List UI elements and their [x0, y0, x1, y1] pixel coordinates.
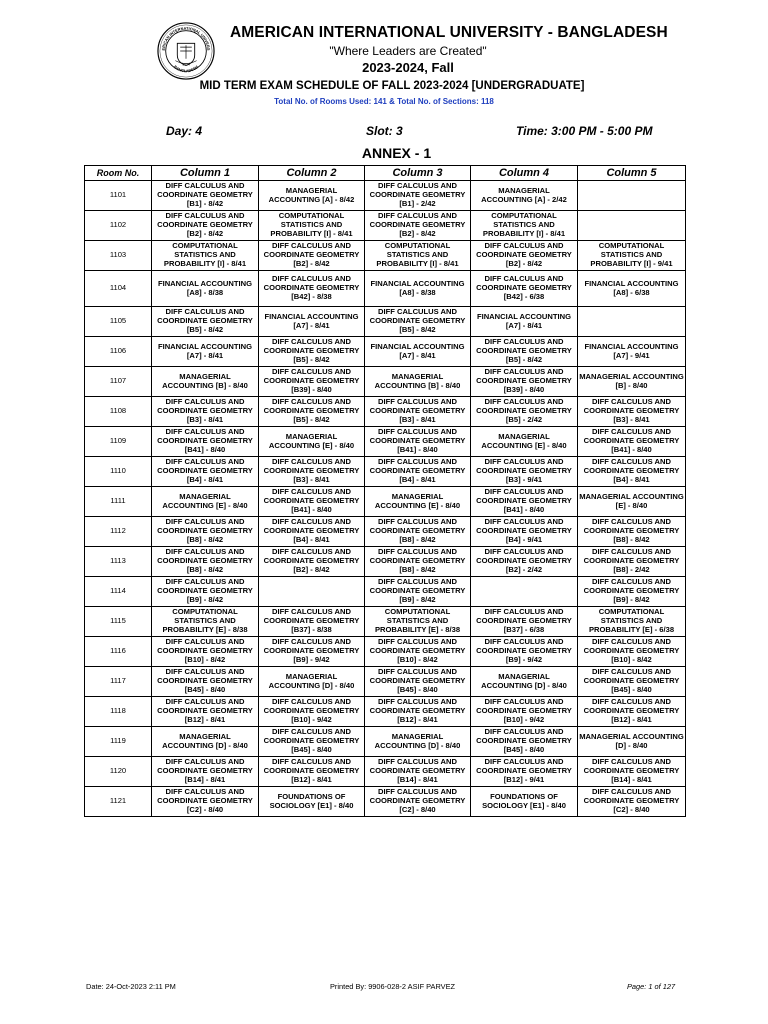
exam-cell: DIFF CALCULUS AND COORDINATE GEOMETRY [B4] - 8/41 [365, 457, 471, 487]
table-row [85, 457, 686, 487]
table-row [85, 547, 686, 577]
exam-cell: MANAGERIAL ACCOUNTING [D] - 8/40 [471, 667, 578, 697]
room-number-cell: 1111 [85, 487, 152, 517]
exam-cell: DIFF CALCULUS AND COORDINATE GEOMETRY [B12] - 8/41 [259, 757, 365, 787]
exam-cell: DIFF CALCULUS AND COORDINATE GEOMETRY [B10] - 9/42 [471, 697, 578, 727]
exam-cell: DIFF CALCULUS AND COORDINATE GEOMETRY [B45] - 8/40 [578, 667, 686, 697]
exam-cell: MANAGERIAL ACCOUNTING [E] - 8/40 [471, 427, 578, 457]
table-row [85, 607, 686, 637]
column-header: Column 1 [152, 166, 259, 181]
exam-cell: DIFF CALCULUS AND COORDINATE GEOMETRY [B41] - 8/40 [471, 487, 578, 517]
exam-cell: DIFF CALCULUS AND COORDINATE GEOMETRY [C2] - 8/40 [578, 787, 686, 817]
exam-cell: FINANCIAL ACCOUNTING [A8] - 6/38 [578, 271, 686, 307]
exam-cell: DIFF CALCULUS AND COORDINATE GEOMETRY [B45] - 8/40 [365, 667, 471, 697]
page-number: Page: 1 of 127 [627, 982, 676, 991]
table-row [85, 337, 686, 367]
exam-cell: DIFF CALCULUS AND COORDINATE GEOMETRY [B10] - 8/42 [578, 637, 686, 667]
room-number-cell: 1113 [85, 547, 152, 577]
exam-cell: DIFF CALCULUS AND COORDINATE GEOMETRY [B2] - 8/42 [152, 211, 259, 241]
exam-cell: DIFF CALCULUS AND COORDINATE GEOMETRY [B41] - 8/40 [365, 427, 471, 457]
table-row [85, 667, 686, 697]
column-header: Column 4 [471, 166, 578, 181]
table-row [85, 727, 686, 757]
exam-cell: MANAGERIAL ACCOUNTING [B] - 8/40 [365, 367, 471, 397]
exam-cell: MANAGERIAL ACCOUNTING [A] - 2/42 [471, 181, 578, 211]
exam-cell: DIFF CALCULUS AND COORDINATE GEOMETRY [B10] - 8/42 [365, 637, 471, 667]
exam-cell: DIFF CALCULUS AND COORDINATE GEOMETRY [B1] - 8/42 [152, 181, 259, 211]
exam-cell: DIFF CALCULUS AND COORDINATE GEOMETRY [B9] - 9/42 [471, 637, 578, 667]
room-number-cell: 1112 [85, 517, 152, 547]
exam-cell: DIFF CALCULUS AND COORDINATE GEOMETRY [B1] - 2/42 [365, 181, 471, 211]
slot-label: Slot: 3 [366, 124, 403, 138]
university-motto: "Where Leaders are Created" [329, 44, 487, 58]
seal-ring-text: ERICAN INTERNATIONAL UNIVERS [161, 26, 211, 51]
exam-cell: DIFF CALCULUS AND COORDINATE GEOMETRY [B2] - 2/42 [471, 547, 578, 577]
exam-cell: DIFF CALCULUS AND COORDINATE GEOMETRY [B14] - 8/41 [365, 757, 471, 787]
exam-cell: DIFF CALCULUS AND COORDINATE GEOMETRY [B39] - 8/40 [471, 367, 578, 397]
exam-cell: MANAGERIAL ACCOUNTING [E] - 8/40 [578, 487, 686, 517]
exam-cell: MANAGERIAL ACCOUNTING [D] - 8/40 [259, 667, 365, 697]
table-row [85, 757, 686, 787]
exam-cell: MANAGERIAL ACCOUNTING [E] - 8/40 [259, 427, 365, 457]
table-row [85, 367, 686, 397]
exam-cell: DIFF CALCULUS AND COORDINATE GEOMETRY [B9] - 8/42 [365, 577, 471, 607]
totals-summary: Total No. of Rooms Used: 141 & Total No. of Sections: 118 [274, 97, 494, 106]
room-number-cell: 1109 [85, 427, 152, 457]
exam-cell: DIFF CALCULUS AND COORDINATE GEOMETRY [B2] - 8/42 [471, 241, 578, 271]
exam-cell: DIFF CALCULUS AND COORDINATE GEOMETRY [B10] - 8/42 [152, 637, 259, 667]
exam-cell: COMPUTATIONAL STATISTICS AND PROBABILITY [E] - 6/38 [578, 607, 686, 637]
exam-cell: DIFF CALCULUS AND COORDINATE GEOMETRY [B5] - 2/42 [471, 397, 578, 427]
room-number-cell: 1119 [85, 727, 152, 757]
room-number-cell: 1105 [85, 307, 152, 337]
table-row [85, 307, 686, 337]
exam-cell: DIFF CALCULUS AND COORDINATE GEOMETRY [B3] - 8/41 [259, 457, 365, 487]
exam-cell: COMPUTATIONAL STATISTICS AND PROBABILITY [E] - 8/38 [365, 607, 471, 637]
exam-cell: MANAGERIAL ACCOUNTING [D] - 8/40 [152, 727, 259, 757]
exam-cell: DIFF CALCULUS AND COORDINATE GEOMETRY [C2] - 8/40 [365, 787, 471, 817]
day-label: Day: 4 [166, 124, 203, 138]
room-number-cell: 1114 [85, 577, 152, 607]
exam-cell: FINANCIAL ACCOUNTING [A7] - 8/41 [471, 307, 578, 337]
exam-cell: DIFF CALCULUS AND COORDINATE GEOMETRY [B3] - 9/41 [471, 457, 578, 487]
exam-cell [471, 577, 578, 607]
room-number-cell: 1106 [85, 337, 152, 367]
exam-cell [578, 181, 686, 211]
exam-cell: COMPUTATIONAL STATISTICS AND PROBABILITY [I] - 8/41 [471, 211, 578, 241]
table-row [85, 487, 686, 517]
exam-cell: DIFF CALCULUS AND COORDINATE GEOMETRY [B8] - 2/42 [578, 547, 686, 577]
exam-cell: DIFF CALCULUS AND COORDINATE GEOMETRY [B12] - 8/41 [578, 697, 686, 727]
exam-cell: DIFF CALCULUS AND COORDINATE GEOMETRY [B5] - 8/42 [471, 337, 578, 367]
table-row [85, 637, 686, 667]
exam-cell: DIFF CALCULUS AND COORDINATE GEOMETRY [B41] - 8/40 [578, 427, 686, 457]
exam-cell: DIFF CALCULUS AND COORDINATE GEOMETRY [B12] - 9/41 [471, 757, 578, 787]
room-number-cell: 1116 [85, 637, 152, 667]
exam-cell: FOUNDATIONS OF SOCIOLOGY [E1] - 8/40 [259, 787, 365, 817]
university-title: AMERICAN INTERNATIONAL UNIVERSITY - BANGLADESH [230, 24, 668, 41]
room-number-cell: 1104 [85, 271, 152, 307]
room-number-cell: 1120 [85, 757, 152, 787]
column-header: Column 5 [578, 166, 686, 181]
table-row [85, 271, 686, 307]
exam-cell: DIFF CALCULUS AND COORDINATE GEOMETRY [B45] - 8/40 [259, 727, 365, 757]
exam-cell: DIFF CALCULUS AND COORDINATE GEOMETRY [C2] - 8/40 [152, 787, 259, 817]
exam-cell: DIFF CALCULUS AND COORDINATE GEOMETRY [B37] - 6/38 [471, 607, 578, 637]
room-number-cell: 1107 [85, 367, 152, 397]
exam-cell: DIFF CALCULUS AND COORDINATE GEOMETRY [B37] - 8/38 [259, 607, 365, 637]
exam-cell: MANAGERIAL ACCOUNTING [E] - 8/40 [152, 487, 259, 517]
print-date: Date: 24-Oct-2023 2:11 PM [86, 982, 176, 991]
room-number-cell: 1118 [85, 697, 152, 727]
seal-year: 1994 [182, 62, 190, 67]
exam-cell: MANAGERIAL ACCOUNTING [E] - 8/40 [365, 487, 471, 517]
exam-cell: MANAGERIAL ACCOUNTING [D] - 8/40 [365, 727, 471, 757]
exam-cell: DIFF CALCULUS AND COORDINATE GEOMETRY [B39] - 8/40 [259, 367, 365, 397]
exam-cell: DIFF CALCULUS AND COORDINATE GEOMETRY [B9] - 8/42 [578, 577, 686, 607]
exam-cell: DIFF CALCULUS AND COORDINATE GEOMETRY [B10] - 9/42 [259, 697, 365, 727]
time-label: Time: 3:00 PM - 5:00 PM [516, 124, 653, 138]
exam-cell: FINANCIAL ACCOUNTING [A7] - 9/41 [578, 337, 686, 367]
table-header-row [85, 166, 686, 181]
term-title: 2023-2024, Fall [362, 60, 454, 75]
exam-cell: DIFF CALCULUS AND COORDINATE GEOMETRY [B8] - 8/42 [152, 517, 259, 547]
exam-cell: DIFF CALCULUS AND COORDINATE GEOMETRY [B41] - 8/40 [259, 487, 365, 517]
exam-cell: DIFF CALCULUS AND COORDINATE GEOMETRY [B41] - 8/40 [152, 427, 259, 457]
table-row [85, 181, 686, 211]
table-row [85, 517, 686, 547]
exam-cell: DIFF CALCULUS AND COORDINATE GEOMETRY [B5] - 8/42 [259, 337, 365, 367]
exam-cell: DIFF CALCULUS AND COORDINATE GEOMETRY [B2] - 8/42 [365, 211, 471, 241]
exam-cell: DIFF CALCULUS AND COORDINATE GEOMETRY [B8] - 8/42 [578, 517, 686, 547]
exam-cell: FINANCIAL ACCOUNTING [A7] - 8/41 [259, 307, 365, 337]
exam-cell: DIFF CALCULUS AND COORDINATE GEOMETRY [B14] - 8/41 [578, 757, 686, 787]
exam-cell: DIFF CALCULUS AND COORDINATE GEOMETRY [B5] - 8/42 [259, 397, 365, 427]
exam-cell: DIFF CALCULUS AND COORDINATE GEOMETRY [B45] - 8/40 [152, 667, 259, 697]
exam-cell: DIFF CALCULUS AND COORDINATE GEOMETRY [B8] - 8/42 [365, 547, 471, 577]
exam-cell: MANAGERIAL ACCOUNTING [D] - 8/40 [578, 727, 686, 757]
exam-cell: COMPUTATIONAL STATISTICS AND PROBABILITY [I] - 9/41 [578, 241, 686, 271]
exam-cell: MANAGERIAL ACCOUNTING [B] - 8/40 [152, 367, 259, 397]
table-row [85, 397, 686, 427]
table-row [85, 211, 686, 241]
exam-cell: DIFF CALCULUS AND COORDINATE GEOMETRY [B42] - 8/38 [259, 271, 365, 307]
exam-cell: DIFF CALCULUS AND COORDINATE GEOMETRY [B8] - 8/42 [365, 517, 471, 547]
exam-cell: DIFF CALCULUS AND COORDINATE GEOMETRY [B4] - 8/41 [259, 517, 365, 547]
exam-cell: DIFF CALCULUS AND COORDINATE GEOMETRY [B14] - 8/41 [152, 757, 259, 787]
exam-cell: DIFF CALCULUS AND COORDINATE GEOMETRY [B2] - 8/42 [259, 241, 365, 271]
exam-cell: MANAGERIAL ACCOUNTING [A] - 8/42 [259, 181, 365, 211]
table-row [85, 787, 686, 817]
room-number-cell: 1103 [85, 241, 152, 271]
exam-cell: COMPUTATIONAL STATISTICS AND PROBABILITY [I] - 8/41 [259, 211, 365, 241]
exam-cell: DIFF CALCULUS AND COORDINATE GEOMETRY [B4] - 9/41 [471, 517, 578, 547]
exam-cell: FOUNDATIONS OF SOCIOLOGY [E1] - 8/40 [471, 787, 578, 817]
exam-cell: DIFF CALCULUS AND COORDINATE GEOMETRY [B2] - 8/42 [259, 547, 365, 577]
column-header: Room No. [85, 166, 152, 181]
seal-bottom-text: BANGLADESH [172, 64, 200, 74]
exam-cell [578, 307, 686, 337]
room-number-cell: 1101 [85, 181, 152, 211]
exam-cell: DIFF CALCULUS AND COORDINATE GEOMETRY [B3] - 8/41 [578, 397, 686, 427]
exam-cell: DIFF CALCULUS AND COORDINATE GEOMETRY [B45] - 8/40 [471, 727, 578, 757]
exam-schedule-table [84, 165, 686, 817]
table-row [85, 697, 686, 727]
annex-title: ANNEX - 1 [361, 145, 432, 161]
table-row [85, 577, 686, 607]
exam-cell: DIFF CALCULUS AND COORDINATE GEOMETRY [B4] - 8/41 [578, 457, 686, 487]
exam-cell: DIFF CALCULUS AND COORDINATE GEOMETRY [B12] - 8/41 [365, 697, 471, 727]
exam-cell: DIFF CALCULUS AND COORDINATE GEOMETRY [B12] - 8/41 [152, 697, 259, 727]
exam-cell: DIFF CALCULUS AND COORDINATE GEOMETRY [B4] - 8/41 [152, 457, 259, 487]
exam-cell: FINANCIAL ACCOUNTING [A8] - 8/38 [152, 271, 259, 307]
exam-cell: FINANCIAL ACCOUNTING [A8] - 8/38 [365, 271, 471, 307]
exam-cell: DIFF CALCULUS AND COORDINATE GEOMETRY [B3] - 8/41 [365, 397, 471, 427]
exam-cell: FINANCIAL ACCOUNTING [A7] - 8/41 [365, 337, 471, 367]
exam-cell [259, 577, 365, 607]
table-row [85, 427, 686, 457]
room-number-cell: 1102 [85, 211, 152, 241]
exam-cell: COMPUTATIONAL STATISTICS AND PROBABILITY [I] - 8/41 [152, 241, 259, 271]
column-header: Column 2 [259, 166, 365, 181]
printed-by: Printed By: 9906-028-2 ASIF PARVEZ [330, 982, 456, 991]
table-row [85, 241, 686, 271]
exam-cell [578, 211, 686, 241]
exam-cell: MANAGERIAL ACCOUNTING [B] - 8/40 [578, 367, 686, 397]
room-number-cell: 1108 [85, 397, 152, 427]
exam-cell: DIFF CALCULUS AND COORDINATE GEOMETRY [B3] - 8/41 [152, 397, 259, 427]
room-number-cell: 1110 [85, 457, 152, 487]
room-number-cell: 1117 [85, 667, 152, 697]
exam-cell: COMPUTATIONAL STATISTICS AND PROBABILITY [I] - 8/41 [365, 241, 471, 271]
room-number-cell: 1115 [85, 607, 152, 637]
room-number-cell: 1121 [85, 787, 152, 817]
column-header: Column 3 [365, 166, 471, 181]
exam-cell: DIFF CALCULUS AND COORDINATE GEOMETRY [B8] - 8/42 [152, 547, 259, 577]
schedule-title: MID TERM EXAM SCHEDULE OF FALL 2023-2024 [UNDERGRADUATE] [199, 80, 585, 92]
exam-cell: DIFF CALCULUS AND COORDINATE GEOMETRY [B9] - 8/42 [152, 577, 259, 607]
exam-cell: DIFF CALCULUS AND COORDINATE GEOMETRY [B5] - 8/42 [365, 307, 471, 337]
exam-cell: DIFF CALCULUS AND COORDINATE GEOMETRY [B5] - 8/42 [152, 307, 259, 337]
exam-cell: DIFF CALCULUS AND COORDINATE GEOMETRY [B42] - 6/38 [471, 271, 578, 307]
exam-cell: DIFF CALCULUS AND COORDINATE GEOMETRY [B9] - 9/42 [259, 637, 365, 667]
exam-cell: FINANCIAL ACCOUNTING [A7] - 8/41 [152, 337, 259, 367]
exam-cell: COMPUTATIONAL STATISTICS AND PROBABILITY [E] - 8/38 [152, 607, 259, 637]
